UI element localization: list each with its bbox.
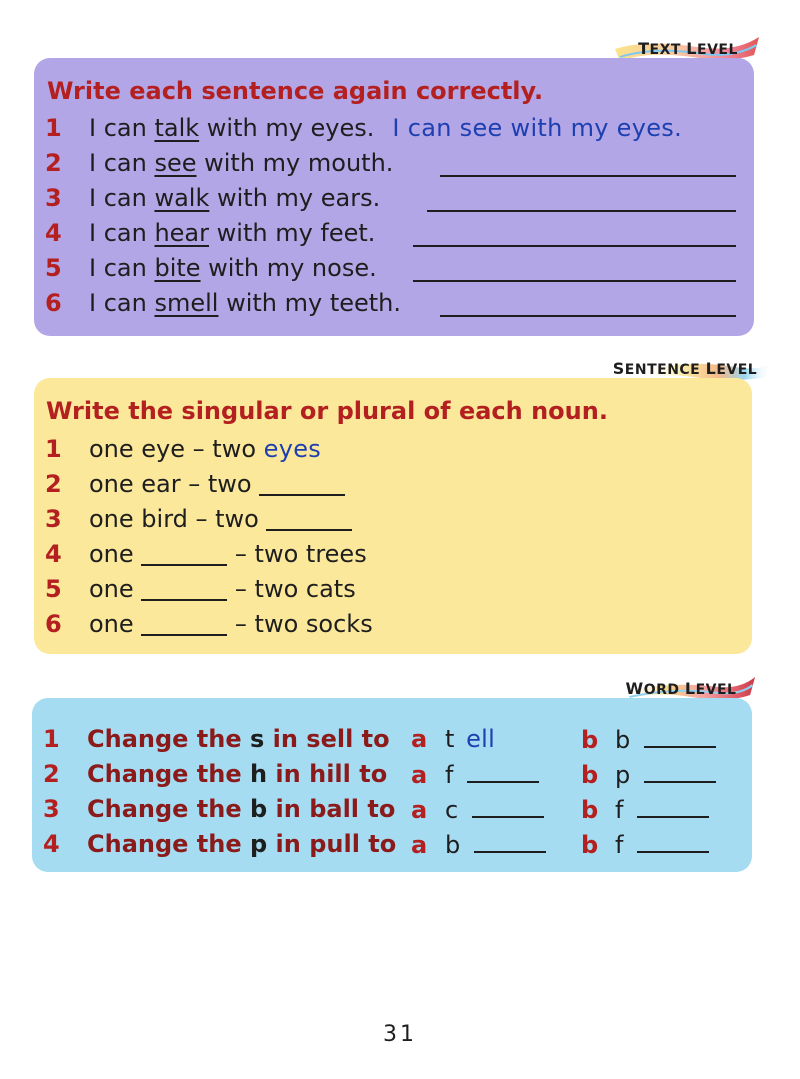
page-number: 31	[383, 1022, 417, 1047]
sentence-item-6: 6 one – two socks	[45, 609, 373, 638]
word-item-2-a-blank[interactable]	[467, 759, 539, 783]
text-item-2: 2 I can see with my mouth.	[45, 145, 393, 180]
text-item-4-blank[interactable]	[413, 223, 736, 247]
sentence-item-1-answer: eyes	[263, 434, 322, 463]
text-item-6-blank[interactable]	[440, 293, 736, 317]
sentence-item-2: 2 one ear – two	[45, 466, 345, 501]
word-item-1-b-blank[interactable]	[644, 724, 716, 748]
word-item-3: 3 Change the b in ball to a c b f	[43, 791, 395, 826]
text-item-5-blank[interactable]	[413, 258, 736, 282]
word-item-3-b: b f	[581, 794, 709, 824]
word-item-3-a-blank[interactable]	[472, 794, 544, 818]
sentence-item-3: 3 one bird – two	[45, 501, 352, 536]
text-item-3-blank[interactable]	[427, 188, 736, 212]
text-level-label: TEXT LEVEL	[638, 38, 738, 58]
word-item-4-b: b f	[581, 829, 709, 859]
text-item-3: 3 I can walk with my ears.	[45, 180, 380, 215]
word-item-1: 1 Change the s in sell to a t ell b b	[43, 721, 390, 756]
word-item-1-b: b b	[581, 724, 716, 754]
sentence-item-1: 1 one eye – two eyes	[45, 434, 322, 463]
word-item-4-b-blank[interactable]	[637, 829, 709, 853]
word-item-4: 4 Change the p in pull to a b b f	[43, 826, 396, 861]
word-level-label: WORD LEVEL	[625, 678, 737, 698]
sentence-item-4: 4 one – two trees	[45, 539, 367, 568]
text-item-2-blank[interactable]	[440, 153, 736, 177]
text-item-4: 4 I can hear with my feet.	[45, 215, 375, 250]
sentence-item-6-blank[interactable]	[141, 612, 227, 636]
sentence-item-3-blank[interactable]	[266, 507, 352, 531]
word-item-1-a-answer: ell	[466, 724, 496, 753]
word-item-2: 2 Change the h in hill to a f b p	[43, 756, 387, 791]
sentence-level-heading: Write the singular or plural of each noun.	[46, 397, 608, 425]
word-item-2-b-blank[interactable]	[644, 759, 716, 783]
word-item-4-a-blank[interactable]	[474, 829, 546, 853]
word-item-2-a: a f	[411, 759, 539, 789]
word-item-1-a: a t ell	[411, 724, 496, 753]
text-item-1: 1 I can talk with my eyes. I can see with my eyes.	[45, 113, 683, 142]
text-level-heading: Write each sentence again correctly.	[47, 77, 544, 105]
sentence-item-5: 5 one – two cats	[45, 574, 356, 603]
word-item-4-a: a b	[411, 829, 546, 859]
text-item-1-answer: I can see with my eyes.	[392, 113, 683, 142]
sentence-level-label: SENTENCE LEVEL	[612, 358, 758, 378]
word-item-3-b-blank[interactable]	[637, 794, 709, 818]
sentence-item-2-blank[interactable]	[259, 472, 345, 496]
word-item-3-a: a c	[411, 794, 544, 824]
text-item-5: 5 I can bite with my nose.	[45, 250, 377, 285]
word-item-2-b: b p	[581, 759, 716, 789]
text-item-6: 6 I can smell with my teeth.	[45, 285, 401, 320]
sentence-item-4-blank[interactable]	[141, 542, 227, 566]
sentence-item-5-blank[interactable]	[141, 577, 227, 601]
